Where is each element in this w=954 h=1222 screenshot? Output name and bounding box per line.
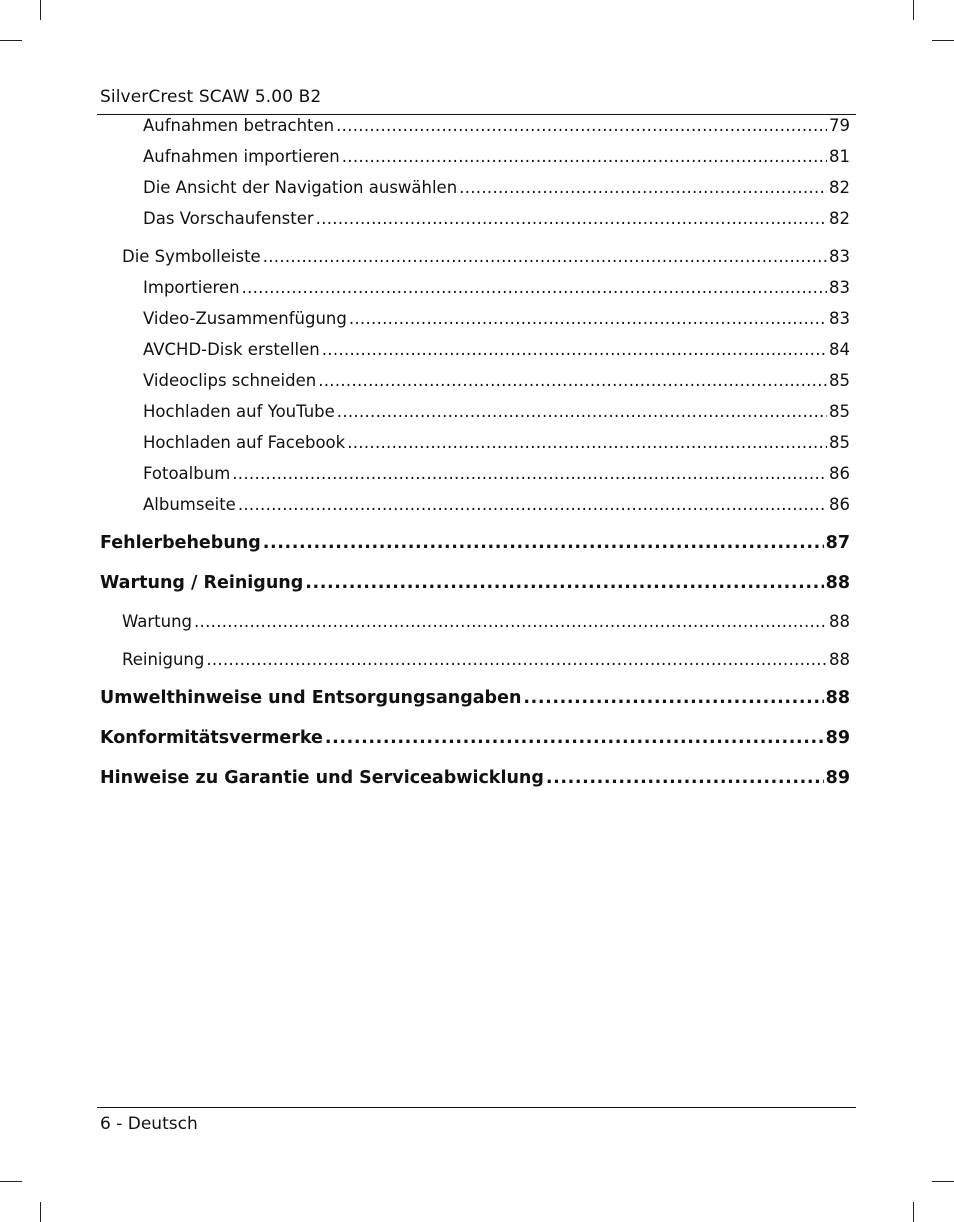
toc-entry-page: 83 (829, 309, 850, 328)
toc-entry-page: 88 (829, 612, 850, 631)
toc-entry-title: Die Symbolleiste (122, 247, 261, 266)
toc-entry-title: Albumseite (143, 495, 236, 514)
toc-entry-title: Aufnahmen importieren (143, 147, 340, 166)
toc-entry-page: 89 (825, 728, 850, 748)
header-rule (97, 114, 856, 115)
dot-leader (349, 309, 827, 328)
toc-chapter[interactable] (100, 768, 850, 794)
dot-leader (342, 147, 827, 166)
dot-leader (325, 728, 824, 748)
dot-leader (318, 371, 827, 390)
dot-leader (305, 573, 823, 593)
toc-entry-title: Das Vorschaufenster (143, 209, 314, 228)
toc-entry[interactable] (143, 433, 850, 459)
crop-mark (0, 1181, 22, 1182)
dot-leader (523, 688, 823, 708)
crop-mark (913, 1202, 914, 1222)
toc-entry-title: Konformitätsvermerke (100, 728, 323, 748)
toc-entry-page: 82 (829, 209, 850, 228)
toc-entry-page: 79 (829, 116, 850, 135)
crop-mark (40, 1202, 41, 1222)
dot-leader (242, 278, 827, 297)
dot-leader (238, 495, 827, 514)
dot-leader (316, 209, 827, 228)
crop-mark (913, 0, 914, 20)
crop-mark (40, 0, 41, 20)
crop-mark (0, 40, 22, 41)
toc-entry-page: 86 (829, 464, 850, 483)
toc-entry[interactable] (143, 371, 850, 397)
toc-entry-page: 81 (829, 147, 850, 166)
toc-entry[interactable] (143, 147, 850, 173)
running-header: SilverCrest SCAW 5.00 B2 (100, 87, 322, 107)
toc-entry-page: 89 (825, 768, 850, 788)
toc-entry-title: Fehlerbehebung (100, 533, 261, 553)
toc-entry-page: 84 (829, 340, 850, 359)
toc-entry[interactable] (143, 309, 850, 335)
toc-entry-page: 85 (829, 371, 850, 390)
toc-entry-page: 85 (829, 433, 850, 452)
toc-entry-title: AVCHD-Disk erstellen (143, 340, 320, 359)
dot-leader (546, 768, 824, 788)
toc-entry-title: Fotoalbum (143, 464, 231, 483)
toc-entry-page: 83 (829, 247, 850, 266)
toc-chapter[interactable] (100, 573, 850, 599)
toc-entry-title: Reinigung (122, 650, 205, 669)
dot-leader (459, 178, 827, 197)
crop-mark (932, 40, 954, 41)
toc-entry[interactable] (122, 612, 850, 638)
dot-leader (263, 533, 824, 553)
toc-entry[interactable] (143, 495, 850, 521)
toc-entry-title: Videoclips schneiden (143, 371, 317, 390)
toc-entry[interactable] (122, 247, 850, 273)
toc-entry-page: 87 (825, 533, 850, 553)
toc-entry[interactable] (122, 650, 850, 676)
toc-entry-title: Die Ansicht der Navigation auswählen (143, 178, 458, 197)
toc-entry-page: 85 (829, 402, 850, 421)
toc-entry-title: Video-Zusammenfügung (143, 309, 347, 328)
toc-entry[interactable] (143, 178, 850, 204)
toc-entry-title: Wartung (122, 612, 193, 631)
toc-chapter[interactable] (100, 728, 850, 754)
toc-entry-title: Importieren (143, 278, 240, 297)
crop-mark (932, 1181, 954, 1182)
dot-leader (232, 464, 827, 483)
toc-entry-page: 83 (829, 278, 850, 297)
dot-leader (206, 650, 827, 669)
dot-leader (263, 247, 827, 266)
dot-leader (194, 612, 827, 631)
toc-entry[interactable] (143, 402, 850, 428)
dot-leader (336, 116, 827, 135)
page-footer: 6 - Deutsch (100, 1114, 198, 1134)
toc-chapter[interactable] (100, 688, 850, 714)
footer-rule (97, 1107, 856, 1108)
toc-entry-title: Aufnahmen betrachten (143, 116, 335, 135)
toc-entry-title: Hochladen auf YouTube (143, 402, 335, 421)
toc-entry-title: Wartung / Reinigung (100, 573, 304, 593)
toc-chapter[interactable] (100, 533, 850, 559)
dot-leader (322, 340, 827, 359)
toc-entry-page: 88 (829, 650, 850, 669)
toc-entry[interactable] (143, 278, 850, 304)
toc-entry-title: Umwelthinweise und Entsorgungsangaben (100, 688, 522, 708)
toc-entry[interactable] (143, 116, 850, 142)
toc-entry-page: 88 (825, 573, 850, 593)
toc-entry-page: 82 (829, 178, 850, 197)
toc-entry[interactable] (143, 209, 850, 235)
toc-entry-title: Hinweise zu Garantie und Serviceabwicklung (100, 768, 544, 788)
toc-entry[interactable] (143, 340, 850, 366)
toc-entry[interactable] (143, 464, 850, 490)
toc-entry-page: 86 (829, 495, 850, 514)
toc-entry-title: Hochladen auf Facebook (143, 433, 346, 452)
dot-leader (337, 402, 827, 421)
dot-leader (347, 433, 827, 452)
toc-entry-page: 88 (825, 688, 850, 708)
